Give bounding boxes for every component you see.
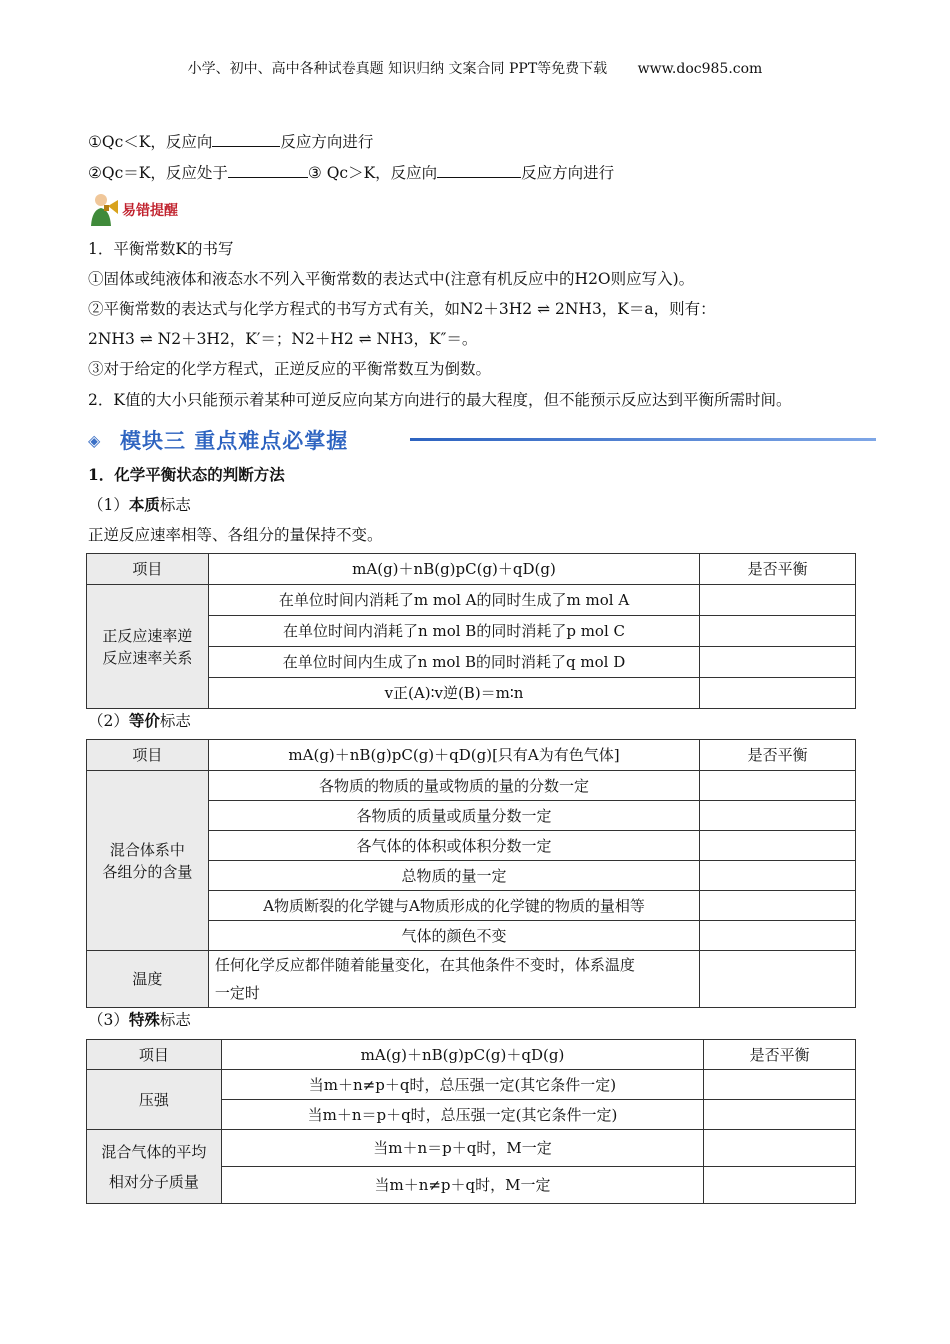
answer-cell[interactable] (700, 861, 856, 891)
temp-line-2: 一定时 (214, 984, 260, 1002)
group-label-line: 反应速率关系 (102, 648, 193, 667)
header-judge: 是否平衡 (700, 554, 856, 585)
answer-cell[interactable] (700, 616, 856, 647)
table-cell: 气体的颜色不变 (208, 921, 699, 951)
group-pressure: 压强 (87, 1070, 222, 1130)
sub-heading-2 (88, 710, 191, 732)
table-cell: 在单位时间内生成了n mol B的同时消耗了q mol D (208, 647, 699, 678)
answer-cell[interactable] (700, 647, 856, 678)
header-equation: mA(g)＋nB(g)pC(g)＋qD(g) (208, 554, 699, 585)
module-rule (410, 438, 876, 441)
group-temperature: 温度 (87, 951, 209, 1008)
sub-heading-3 (88, 1009, 191, 1031)
answer-blank (228, 163, 308, 178)
header-equation: mA(g)＋nB(g)pC(g)＋qD(g) (221, 1040, 703, 1070)
group-label-line: 混合体系中 (109, 840, 185, 859)
intro-line-1 (88, 131, 373, 153)
sub3-bold: 特殊 (128, 1010, 160, 1029)
answer-cell[interactable] (700, 771, 856, 801)
table-cell: 各物质的质量或质量分数一定 (208, 801, 699, 831)
intro-item1-text: ①Qc＜K，反应向 (88, 133, 213, 151)
warning-line-5: ③对于给定的化学方程式，正逆反应的平衡常数互为倒数。 (88, 360, 492, 378)
header-item: 项目 (87, 554, 209, 585)
answer-cell[interactable] (704, 1100, 856, 1130)
warning-line-2: ①固体或纯液体和液态水不列入平衡常数的表达式中(注意有机反应中的H2O则应写入)。 (88, 270, 695, 288)
table-cell: 当m＋n＝p＋q时，M一定 (221, 1130, 703, 1167)
table-special-signs (86, 1039, 856, 1204)
intro-item2-text: ②Qc＝K，反应处于 (88, 164, 228, 182)
header-judge: 是否平衡 (700, 740, 856, 771)
answer-cell[interactable] (704, 1070, 856, 1100)
header-item: 项目 (87, 740, 209, 771)
warning-line-6: 2．K值的大小只能预示着某种可逆反应向某方向进行的最大程度，但不能预示反应达到平衡所需时间。 (88, 391, 792, 409)
table-cell: v正(A)∶v逆(B)＝m∶n (208, 678, 699, 709)
sub2-tail: 标志 (159, 712, 191, 730)
sub1-tail: 标志 (159, 496, 191, 514)
diamond-icon: ◈ (88, 431, 101, 450)
table-cell: 当m＋n＝p＋q时，总压强一定(其它条件一定) (221, 1100, 703, 1130)
desc-1: 正逆反应速率相等、各组分的量保持不变。 (88, 526, 383, 544)
header-equation: mA(g)＋nB(g)pC(g)＋qD(g)[只有A为有色气体] (208, 740, 699, 771)
answer-cell[interactable] (700, 678, 856, 709)
header-url[interactable]: www.doc985.com (637, 61, 763, 77)
header-item: 项目 (87, 1040, 222, 1070)
table-cell: 在单位时间内消耗了n mol B的同时消耗了p mol C (208, 616, 699, 647)
table-cell: 当m＋n≠p＋q时，总压强一定(其它条件一定) (221, 1070, 703, 1100)
sub1-bold: 本质 (128, 495, 160, 514)
intro-line-2 (88, 162, 614, 184)
group-label-line: 各组分的含量 (102, 862, 193, 881)
warning-line-4: 2NH3 ⇌ N2＋3H2，K′＝；N2＋H2 ⇌ NH3，K″＝。 (88, 330, 478, 348)
table-cell: A物质断裂的化学键与A物质形成的化学键的物质的量相等 (208, 891, 699, 921)
answer-cell[interactable] (700, 585, 856, 616)
warning-line-1: 1．平衡常数K的书写 (88, 240, 234, 258)
temp-line-1: 任何化学反应都伴随着能量变化，在其他条件不变时，体系温度 (214, 956, 635, 974)
intro-item1-tail: 反应方向进行 (280, 133, 374, 151)
speaker-person-icon (88, 192, 120, 228)
answer-cell[interactable] (700, 951, 856, 1008)
table-cell: 总物质的量一定 (208, 861, 699, 891)
group-label-line: 相对分子质量 (108, 1172, 199, 1191)
table-cell: 各气体的体积或体积分数一定 (208, 831, 699, 861)
intro-item3-text: ③ Qc＞K，反应向 (307, 164, 438, 182)
module-title: 模块三 重点难点必掌握 (120, 429, 349, 453)
table-essential-signs (86, 553, 856, 709)
sub3-num: （3） (88, 1011, 129, 1029)
answer-cell[interactable] (700, 921, 856, 951)
warning-badge: 易错提醒 (122, 203, 178, 219)
sub2-num: （2） (88, 712, 129, 730)
answer-cell[interactable] (704, 1167, 856, 1204)
warning-banner (88, 192, 178, 228)
table-cell: 各物质的物质的量或物质的量的分数一定 (208, 771, 699, 801)
answer-blank (437, 163, 521, 178)
answer-cell[interactable] (700, 801, 856, 831)
table-cell: 当m＋n≠p＋q时，M一定 (221, 1167, 703, 1204)
page-header (0, 58, 950, 78)
answer-cell[interactable] (700, 831, 856, 861)
group-label-line: 混合气体的平均 (101, 1142, 207, 1161)
answer-cell[interactable] (700, 891, 856, 921)
answer-cell[interactable] (704, 1130, 856, 1167)
sub3-tail: 标志 (159, 1011, 191, 1029)
header-text: 小学、初中、高中各种试卷真题 知识归纳 文案合同 PPT等免费下载 (187, 61, 608, 77)
table-equivalent-signs (86, 739, 856, 1008)
group-rate-relation (87, 585, 209, 709)
section-heading: 1．化学平衡状态的判断方法 (88, 465, 285, 484)
sub-heading-1 (88, 494, 191, 516)
warning-line-3: ②平衡常数的表达式与化学方程式的书写方式有关，如N2＋3H2 ⇌ 2NH3，K＝a，则有： (88, 300, 716, 318)
sub1-num: （1） (88, 496, 129, 514)
sub2-bold: 等价 (128, 711, 160, 730)
module-header (88, 425, 788, 453)
group-content (87, 771, 209, 951)
header-judge: 是否平衡 (704, 1040, 856, 1070)
group-label-line: 正反应速率逆 (102, 626, 193, 645)
intro-item3-tail: 反应方向进行 (521, 164, 615, 182)
answer-blank (212, 132, 280, 147)
table-cell: 在单位时间内消耗了m mol A的同时生成了m mol A (208, 585, 699, 616)
table-cell (208, 951, 699, 1008)
group-molar-mass (87, 1130, 222, 1204)
